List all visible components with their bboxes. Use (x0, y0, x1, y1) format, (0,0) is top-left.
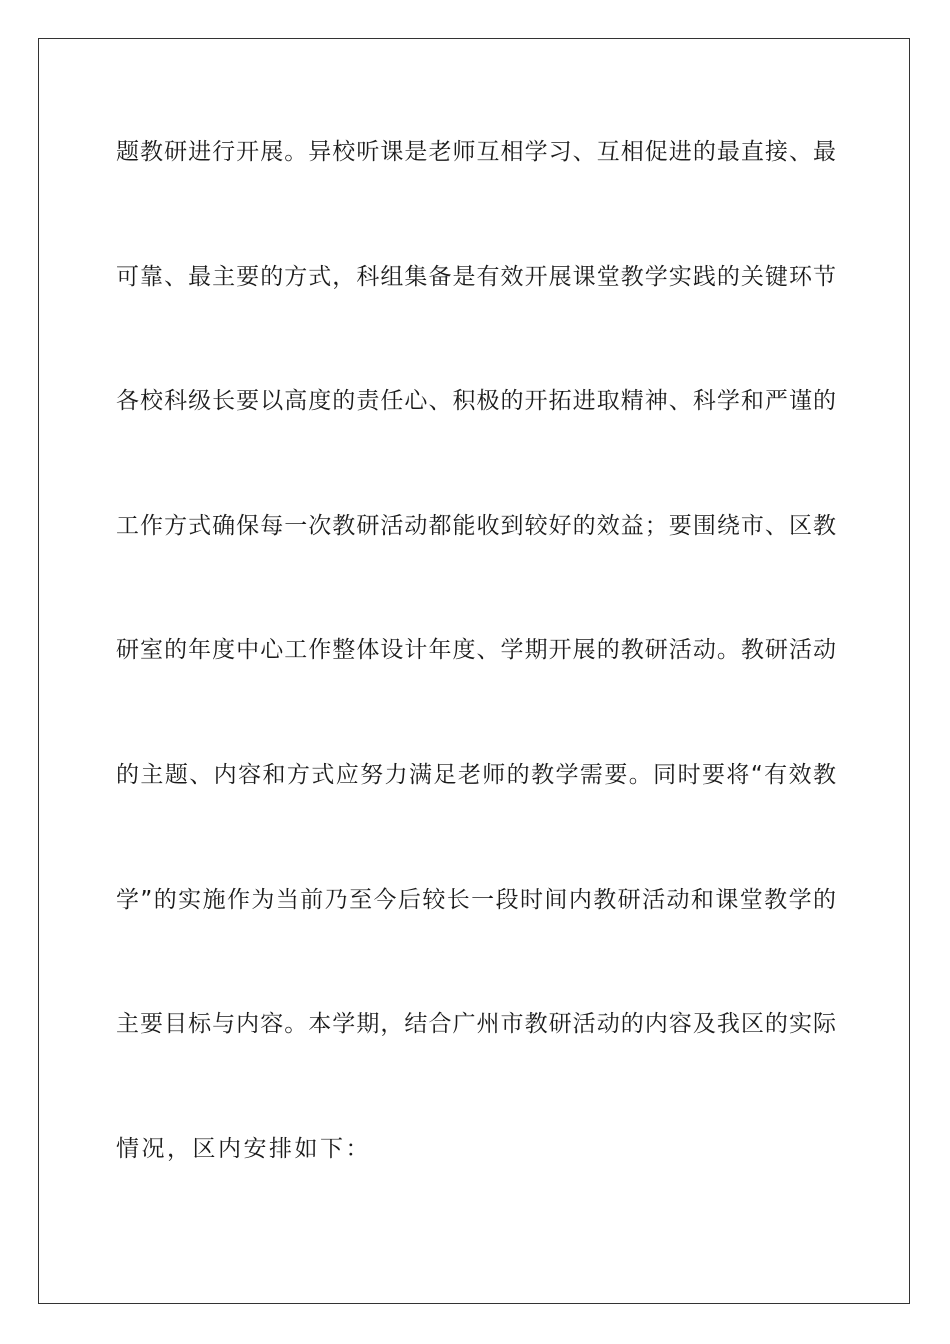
text-line-1: 题教研进行开展。异校听课是老师互相学习、互相促进的最直接、最 (116, 139, 836, 165)
text-line-5: 研室的年度中心工作整体设计年度、学期开展的教研活动。教研活动 (116, 637, 836, 664)
body-text (116, 124, 836, 1245)
text-line-6: 的主题、内容和方式应努力满足老师的教学需要。同时要将“有效教 (116, 761, 836, 788)
text-line-9: 情况，区内安排如下： (116, 1135, 371, 1162)
text-line-8: 主要目标与内容。本学期，结合广州市教研活动的内容及我区的实际 (116, 1011, 836, 1038)
text-line-3: 各校科级长要以高度的责任心、积极的开拓进取精神、科学和严谨的 (116, 388, 836, 415)
text-line-2: 可靠、最主要的方式，科组集备是有效开展课堂教学实践的关键环节 (116, 263, 836, 290)
text-line-7: 学”的实施作为当前乃至今后较长一段时间内教研活动和课堂教学的 (116, 886, 836, 913)
text-line-4: 工作方式确保每一次教研活动都能收到较好的效益；要围绕市、区教 (116, 512, 836, 539)
